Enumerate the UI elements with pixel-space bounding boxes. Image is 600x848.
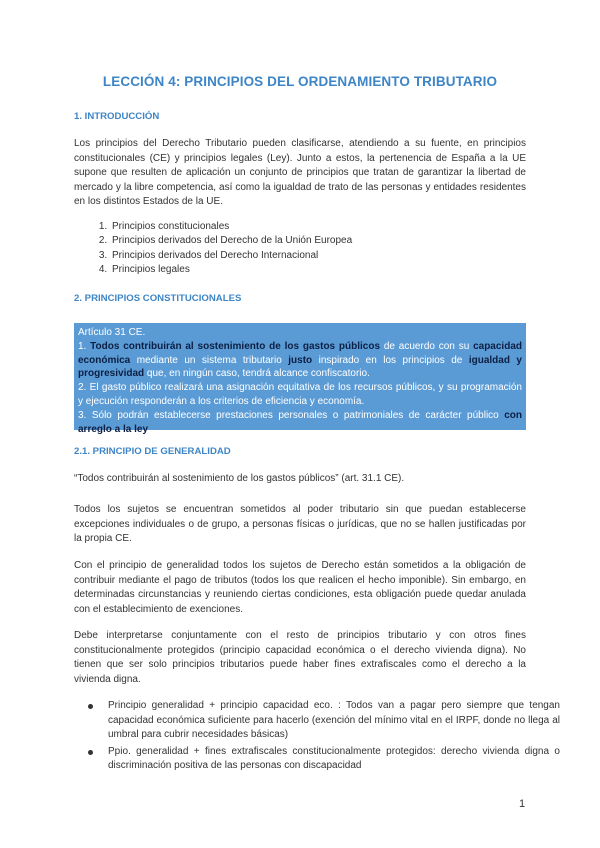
list-item: Principio generalidad + principio capacidad eco. : Todos van a pagar pero siempre que tengan capacidad económica suficiente para hacerlo (exención del mínimo vital en el IRPF, donde no llega al umbral para cubrir necesidades básicas) <box>108 699 560 743</box>
list-item: 3. Principios derivados del Derecho Internacional <box>110 249 352 263</box>
article-31-box <box>74 323 526 435</box>
page-number: 1 <box>519 798 526 810</box>
list-item: 1. Principios constitucionales <box>110 220 352 234</box>
principles-list <box>74 220 352 277</box>
intro-paragraph: Los principios del Derecho Tributario pueden clasificarse, atendiendo a su fuente, en principios constitucionales (CE) y principios legales (Ley). Junto a estos, la pertenencia de España a la UE supone que resulten de aplicación un conjunto de principios que tratan de garantizar la libertad de mercado y la libre competencia, así como la igualdad de trato de las personas y entidades residentes en los distintos Estados de la UE. <box>74 138 526 208</box>
generalidad-paragraph-2: Con el principio de generalidad todos los sujetos de Derecho están sometidos a la obligación de contribuir mediante el pago de tributos (todos los que realicen el hecho imponible). Sin embargo, en determinadas circunstancias y reuniendo ciertas condiciones, esta obligación puede quedar anulada con el establecimiento de exenciones. <box>74 560 526 615</box>
bullet-dot-icon <box>88 704 93 709</box>
generalidad-bullets <box>74 699 560 776</box>
bullet-dot-icon <box>88 750 93 755</box>
list-item: 4. Principios legales <box>110 263 352 277</box>
section-heading-constitucionales: 2. PRINCIPIOS CONSTITUCIONALES <box>74 293 242 304</box>
article-title: Artículo 31 CE. <box>78 327 146 338</box>
generalidad-paragraph-1: Todos los sujetos se encuentran sometidos al poder tributario sin que puedan establecerse excepciones individuales o de grupo, a personas físicas o jurídicas, que no se hallen justificadas por la propia CE. <box>74 504 526 545</box>
generalidad-quote: “Todos contribuirán al sostenimiento de los gastos públicos” (art. 31.1 CE). <box>74 473 405 484</box>
section-heading-generalidad: 2.1. PRINCIPIO DE GENERALIDAD <box>74 446 231 457</box>
list-item: 2. Principios derivados del Derecho de la Unión Europea <box>110 234 352 248</box>
section-heading-introduccion: 1. INTRODUCCIÓN <box>74 111 160 122</box>
article-paragraph-2: 2. El gasto público realizará una asignación equitativa de los recursos públicos, y su programación y ejecución responderán a los criterios de eficiencia y economía. <box>78 382 522 407</box>
article-paragraph-3: 3. Sólo podrán establecerse prestaciones personales o patrimoniales de carácter público con arreglo a la ley. <box>78 409 522 435</box>
article-paragraph-1: 1. Todos contribuirán al sostenimiento de los gastos públicos de acuerdo con su capacidad económica mediante un sistema tributario justo inspirado en los principios de igualdad y progresividad que, en ningún caso, tendrá alcance confiscatorio. <box>78 340 522 380</box>
page-title: LECCIÓN 4: PRINCIPIOS DEL ORDENAMIENTO TRIBUTARIO <box>102 74 498 89</box>
list-item: Ppio. generalidad + fines extrafiscales constitucionalmente protegidos: derecho vivienda digna o discriminación positiva de las personas con discapacidad <box>108 745 560 774</box>
generalidad-paragraph-3: Debe interpretarse conjuntamente con el resto de principios tributario y con otros fines constitucionalmente protegidos (principio capacidad económica o el derecho vivienda digna). No tienen que ser solo principios tributarios puede haber fines extrafiscales como el derecho a la vivienda digna. <box>74 630 526 685</box>
